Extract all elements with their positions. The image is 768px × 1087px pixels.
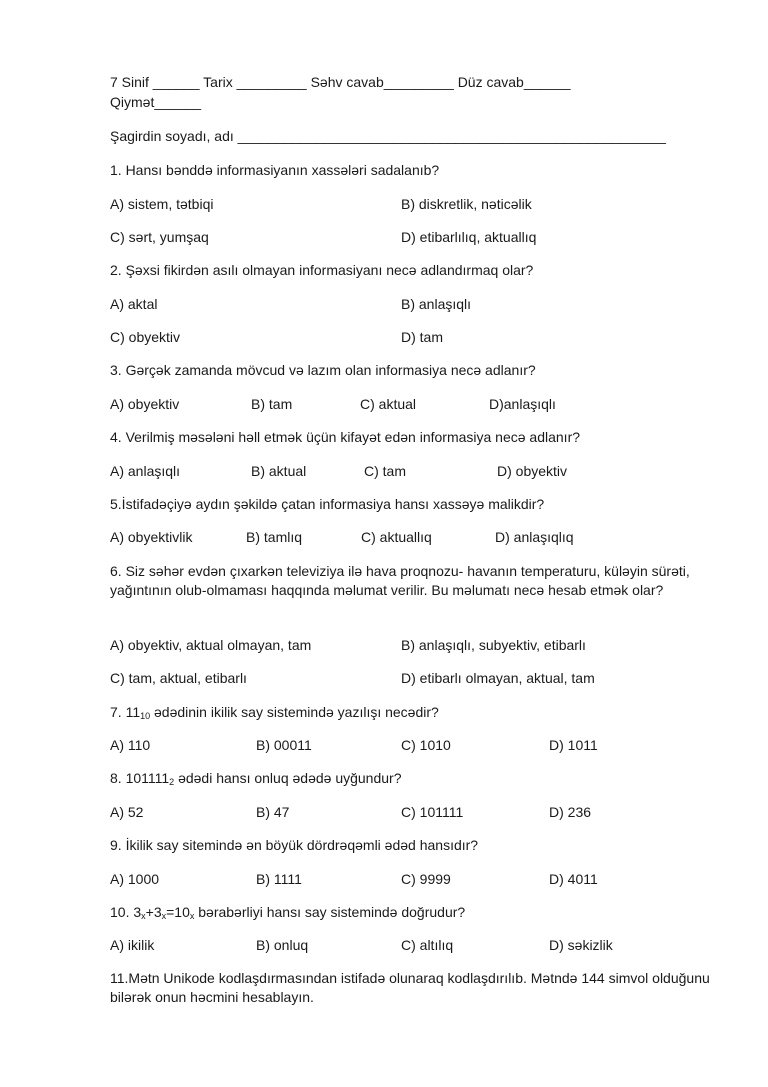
q2-option-d: D) tam xyxy=(401,329,443,345)
q6-option-c: C) tam, aktual, etibarlı xyxy=(110,670,247,686)
q5-option-c: C) aktuallıq xyxy=(361,529,432,545)
question-7 xyxy=(110,703,439,721)
question-10 xyxy=(110,903,465,921)
q3-option-a: A) obyektiv xyxy=(110,396,180,412)
q5-option-d: D) anlaşıqlıq xyxy=(495,529,574,545)
q7-number: 7. 11 xyxy=(110,704,141,720)
q4-option-c: C) tam xyxy=(364,463,406,479)
q10-sub-2: x xyxy=(161,911,167,921)
q9-option-c: C) 9999 xyxy=(401,871,451,887)
q7-base-subscript: 10 xyxy=(140,711,151,721)
q8-option-a: A) 52 xyxy=(110,804,144,820)
q7-option-a: A) 110 xyxy=(110,737,151,753)
student-name-line: Şagirdin soyadı, adı _______________________________________________________ xyxy=(110,128,666,144)
grade-line: Qiymət______ xyxy=(110,94,202,110)
question-5: 5.İstifadəçiyə aydın şəkildə çatan informasiya hansı xassəyə malikdir? xyxy=(110,496,545,512)
q8-option-c: C) 101111 xyxy=(401,804,464,820)
q10-part-3: =10 xyxy=(166,904,190,920)
q10-sub-1: x xyxy=(141,911,146,921)
q6-option-b: B) anlaşıqlı, subyektiv, etibarlı xyxy=(401,637,586,653)
q1-option-c: C) sərt, yumşaq xyxy=(110,229,209,245)
question-9: 9. İkilik say sitemində ən böyük dördrəqəmli ədəd hansıdır? xyxy=(110,837,479,853)
q3-option-d: D)anlaşıqlı xyxy=(489,396,556,412)
q5-option-b: B) tamlıq xyxy=(246,529,303,545)
header-line: 7 Sinif ______ Tarix _________ Səhv cavab_________ Düz cavab______ xyxy=(110,74,571,90)
q8-base-subscript: 2 xyxy=(169,777,175,787)
question-11: 11.Mətn Unikode kodlaşdırmasından istifadə olunaraq kodlaşdırılıb. Mətndə 144 simvol olduğunu bilərək onun həcmini hesablayın. xyxy=(110,970,710,1005)
question-6: 6. Siz səhər evdən çıxarkən televiziya ilə hava proqnozu- havanın temperaturu, küləyin sürəti, yağıntının olub-olmaması haqqında məlumat verilir. Bu məlumatı necə hesab etmək olar? xyxy=(110,563,690,598)
question-2: 2. Şəxsi fikirdən asılı olmayan informasiyanı necə adlandırmaq olar? xyxy=(110,262,534,278)
q3-option-c: C) aktual xyxy=(360,396,417,412)
q2-option-c: C) obyektiv xyxy=(110,329,181,345)
q8-text: ədədi hansı onluq ədədə uyğundur? xyxy=(174,770,402,786)
q1-option-b: B) diskretlik, nəticəlik xyxy=(401,196,532,212)
q10-option-b: B) onluq xyxy=(256,937,309,953)
question-4: 4. Verilmiş məsələni həll etmək üçün kifayət edən informasiya necə adlanır? xyxy=(110,429,581,445)
q4-option-d: D) obyektiv xyxy=(497,463,568,479)
q6-option-d: D) etibarlı olmayan, aktual, tam xyxy=(401,670,595,686)
q9-option-b: B) 1111 xyxy=(256,871,302,887)
question-3: 3. Gərçək zamanda mövcud və lazım olan informasiya necə adlanır? xyxy=(110,362,536,378)
q1-option-a: A) sistem, tətbiqi xyxy=(110,196,214,212)
q2-option-b: B) anlaşıqlı xyxy=(401,296,472,312)
q10-option-c: C) altılıq xyxy=(401,937,454,953)
q10-sub-3: x xyxy=(189,911,195,921)
q1-option-d: D) etibarlılıq, aktuallıq xyxy=(401,229,537,245)
q7-option-c: C) 1010 xyxy=(401,737,451,753)
q10-part-1: 10. 3 xyxy=(110,904,142,920)
q4-option-a: A) anlaşıqlı xyxy=(110,463,181,479)
q2-option-a: A) aktal xyxy=(110,296,158,312)
q3-option-b: B) tam xyxy=(251,396,293,412)
q9-option-a: A) 1000 xyxy=(110,871,160,887)
q7-option-d: D) 1011 xyxy=(549,737,598,753)
q10-option-a: A) ikilik xyxy=(110,937,155,953)
q10-text: bərabərliyi hansı say sistemində doğrudur? xyxy=(194,904,466,920)
q6-option-a: A) obyektiv, aktual olmayan, tam xyxy=(110,637,312,653)
question-8 xyxy=(110,769,402,787)
q10-option-d: D) səkizlik xyxy=(549,937,613,953)
question-1: 1. Hansı bənddə informasiyanın xassələri sadalanıb? xyxy=(110,162,440,178)
q7-text: ədədinin ikilik say sistemində yazılışı necədir? xyxy=(150,704,439,720)
q4-option-b: B) aktual xyxy=(251,463,307,479)
q10-part-2: +3 xyxy=(145,904,162,920)
q7-option-b: B) 00011 xyxy=(256,737,312,753)
q5-option-a: A) obyektivlik xyxy=(110,529,193,545)
q8-option-b: B) 47 xyxy=(256,804,290,820)
q8-number: 8. 101111 xyxy=(110,770,170,786)
q8-option-d: D) 236 xyxy=(549,804,592,820)
q9-option-d: D) 4011 xyxy=(549,871,598,887)
